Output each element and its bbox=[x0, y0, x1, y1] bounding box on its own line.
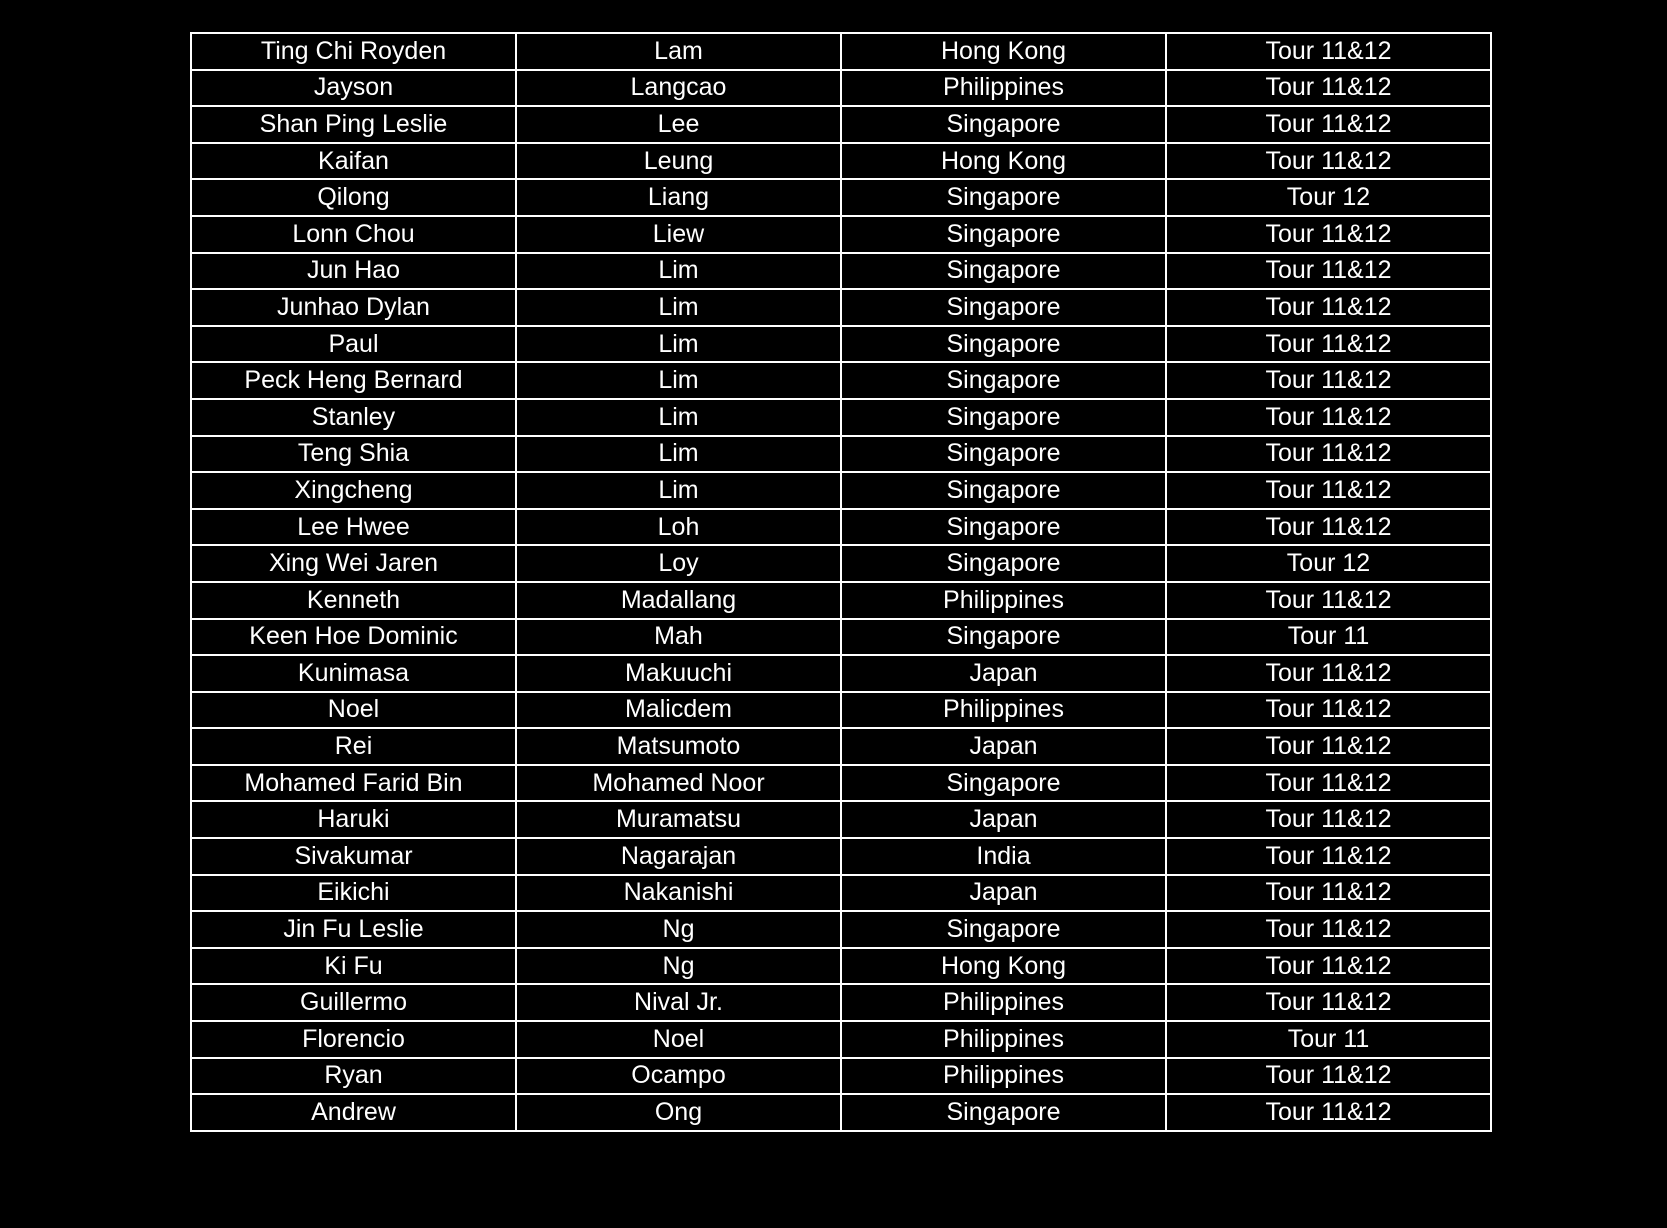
table-row bbox=[191, 801, 1491, 838]
last-name-cell: Nival Jr. bbox=[516, 984, 841, 1021]
first-name-cell: Florencio bbox=[191, 1021, 516, 1058]
table-row bbox=[191, 399, 1491, 436]
first-name-cell: Ting Chi Royden bbox=[191, 33, 516, 70]
table-row bbox=[191, 70, 1491, 107]
country-cell: Philippines bbox=[841, 692, 1166, 729]
first-name-cell: Noel bbox=[191, 692, 516, 729]
table-row bbox=[191, 1058, 1491, 1095]
country-cell: Philippines bbox=[841, 1058, 1166, 1095]
tour-cell: Tour 11&12 bbox=[1166, 399, 1491, 436]
first-name-cell: Haruki bbox=[191, 801, 516, 838]
table-row bbox=[191, 143, 1491, 180]
country-cell: Philippines bbox=[841, 70, 1166, 107]
table-row bbox=[191, 765, 1491, 802]
country-cell: Philippines bbox=[841, 582, 1166, 619]
tour-cell: Tour 11&12 bbox=[1166, 143, 1491, 180]
last-name-cell: Leung bbox=[516, 143, 841, 180]
last-name-cell: Nakanishi bbox=[516, 875, 841, 912]
tour-cell: Tour 11&12 bbox=[1166, 765, 1491, 802]
tour-cell: Tour 11&12 bbox=[1166, 1058, 1491, 1095]
last-name-cell: Ocampo bbox=[516, 1058, 841, 1095]
first-name-cell: Keen Hoe Dominic bbox=[191, 619, 516, 656]
table-row bbox=[191, 289, 1491, 326]
roster-table-body bbox=[191, 33, 1491, 1131]
tour-cell: Tour 11&12 bbox=[1166, 509, 1491, 546]
country-cell: Japan bbox=[841, 875, 1166, 912]
table-row bbox=[191, 728, 1491, 765]
tour-cell: Tour 11&12 bbox=[1166, 326, 1491, 363]
last-name-cell: Nagarajan bbox=[516, 838, 841, 875]
last-name-cell: Noel bbox=[516, 1021, 841, 1058]
tour-cell: Tour 11 bbox=[1166, 619, 1491, 656]
table-row bbox=[191, 253, 1491, 290]
tour-cell: Tour 11 bbox=[1166, 1021, 1491, 1058]
tour-cell: Tour 12 bbox=[1166, 179, 1491, 216]
country-cell: Singapore bbox=[841, 619, 1166, 656]
tour-cell: Tour 11&12 bbox=[1166, 70, 1491, 107]
country-cell: Singapore bbox=[841, 106, 1166, 143]
player-roster-table bbox=[190, 32, 1492, 1132]
first-name-cell: Peck Heng Bernard bbox=[191, 362, 516, 399]
table-row bbox=[191, 984, 1491, 1021]
first-name-cell: Lee Hwee bbox=[191, 509, 516, 546]
last-name-cell: Liang bbox=[516, 179, 841, 216]
table-row bbox=[191, 472, 1491, 509]
country-cell: India bbox=[841, 838, 1166, 875]
country-cell: Hong Kong bbox=[841, 143, 1166, 180]
tour-cell: Tour 11&12 bbox=[1166, 984, 1491, 1021]
tour-cell: Tour 11&12 bbox=[1166, 801, 1491, 838]
first-name-cell: Ryan bbox=[191, 1058, 516, 1095]
first-name-cell: Mohamed Farid Bin bbox=[191, 765, 516, 802]
last-name-cell: Ng bbox=[516, 948, 841, 985]
country-cell: Japan bbox=[841, 655, 1166, 692]
last-name-cell: Lim bbox=[516, 253, 841, 290]
last-name-cell: Lim bbox=[516, 472, 841, 509]
last-name-cell: Makuuchi bbox=[516, 655, 841, 692]
tour-cell: Tour 11&12 bbox=[1166, 106, 1491, 143]
country-cell: Singapore bbox=[841, 289, 1166, 326]
first-name-cell: Kaifan bbox=[191, 143, 516, 180]
table-row bbox=[191, 911, 1491, 948]
last-name-cell: Ong bbox=[516, 1094, 841, 1131]
table-row bbox=[191, 509, 1491, 546]
table-row bbox=[191, 692, 1491, 729]
first-name-cell: Sivakumar bbox=[191, 838, 516, 875]
tour-cell: Tour 11&12 bbox=[1166, 655, 1491, 692]
table-row bbox=[191, 655, 1491, 692]
tour-cell: Tour 11&12 bbox=[1166, 582, 1491, 619]
tour-cell: Tour 11&12 bbox=[1166, 1094, 1491, 1131]
last-name-cell: Loy bbox=[516, 545, 841, 582]
country-cell: Singapore bbox=[841, 436, 1166, 473]
country-cell: Singapore bbox=[841, 765, 1166, 802]
last-name-cell: Langcao bbox=[516, 70, 841, 107]
tour-cell: Tour 11&12 bbox=[1166, 436, 1491, 473]
tour-cell: Tour 11&12 bbox=[1166, 948, 1491, 985]
table-row bbox=[191, 326, 1491, 363]
last-name-cell: Malicdem bbox=[516, 692, 841, 729]
last-name-cell: Loh bbox=[516, 509, 841, 546]
last-name-cell: Madallang bbox=[516, 582, 841, 619]
country-cell: Singapore bbox=[841, 216, 1166, 253]
country-cell: Singapore bbox=[841, 472, 1166, 509]
first-name-cell: Kunimasa bbox=[191, 655, 516, 692]
first-name-cell: Guillermo bbox=[191, 984, 516, 1021]
first-name-cell: Jin Fu Leslie bbox=[191, 911, 516, 948]
country-cell: Singapore bbox=[841, 362, 1166, 399]
table-row bbox=[191, 179, 1491, 216]
first-name-cell: Rei bbox=[191, 728, 516, 765]
country-cell: Hong Kong bbox=[841, 33, 1166, 70]
country-cell: Hong Kong bbox=[841, 948, 1166, 985]
country-cell: Singapore bbox=[841, 509, 1166, 546]
tour-cell: Tour 11&12 bbox=[1166, 253, 1491, 290]
last-name-cell: Lee bbox=[516, 106, 841, 143]
first-name-cell: Andrew bbox=[191, 1094, 516, 1131]
tour-cell: Tour 11&12 bbox=[1166, 216, 1491, 253]
last-name-cell: Lim bbox=[516, 436, 841, 473]
table-row bbox=[191, 582, 1491, 619]
first-name-cell: Lonn Chou bbox=[191, 216, 516, 253]
country-cell: Singapore bbox=[841, 1094, 1166, 1131]
first-name-cell: Xing Wei Jaren bbox=[191, 545, 516, 582]
tour-cell: Tour 11&12 bbox=[1166, 875, 1491, 912]
table-row bbox=[191, 362, 1491, 399]
first-name-cell: Shan Ping Leslie bbox=[191, 106, 516, 143]
first-name-cell: Kenneth bbox=[191, 582, 516, 619]
country-cell: Singapore bbox=[841, 253, 1166, 290]
tour-cell: Tour 11&12 bbox=[1166, 728, 1491, 765]
last-name-cell: Liew bbox=[516, 216, 841, 253]
table-row bbox=[191, 106, 1491, 143]
tour-cell: Tour 11&12 bbox=[1166, 362, 1491, 399]
country-cell: Japan bbox=[841, 728, 1166, 765]
country-cell: Singapore bbox=[841, 179, 1166, 216]
table-row bbox=[191, 875, 1491, 912]
table-row bbox=[191, 948, 1491, 985]
tour-cell: Tour 11&12 bbox=[1166, 472, 1491, 509]
country-cell: Philippines bbox=[841, 984, 1166, 1021]
last-name-cell: Lam bbox=[516, 33, 841, 70]
table-row bbox=[191, 545, 1491, 582]
first-name-cell: Jayson bbox=[191, 70, 516, 107]
first-name-cell: Qilong bbox=[191, 179, 516, 216]
country-cell: Singapore bbox=[841, 399, 1166, 436]
first-name-cell: Junhao Dylan bbox=[191, 289, 516, 326]
table-row bbox=[191, 838, 1491, 875]
first-name-cell: Paul bbox=[191, 326, 516, 363]
last-name-cell: Mah bbox=[516, 619, 841, 656]
tour-cell: Tour 11&12 bbox=[1166, 838, 1491, 875]
last-name-cell: Matsumoto bbox=[516, 728, 841, 765]
first-name-cell: Eikichi bbox=[191, 875, 516, 912]
last-name-cell: Lim bbox=[516, 399, 841, 436]
last-name-cell: Lim bbox=[516, 326, 841, 363]
first-name-cell: Ki Fu bbox=[191, 948, 516, 985]
table-row bbox=[191, 1021, 1491, 1058]
country-cell: Philippines bbox=[841, 1021, 1166, 1058]
tour-cell: Tour 11&12 bbox=[1166, 692, 1491, 729]
last-name-cell: Lim bbox=[516, 362, 841, 399]
country-cell: Singapore bbox=[841, 326, 1166, 363]
last-name-cell: Muramatsu bbox=[516, 801, 841, 838]
tour-cell: Tour 12 bbox=[1166, 545, 1491, 582]
last-name-cell: Mohamed Noor bbox=[516, 765, 841, 802]
country-cell: Singapore bbox=[841, 545, 1166, 582]
tour-cell: Tour 11&12 bbox=[1166, 289, 1491, 326]
first-name-cell: Stanley bbox=[191, 399, 516, 436]
table-row bbox=[191, 619, 1491, 656]
country-cell: Singapore bbox=[841, 911, 1166, 948]
last-name-cell: Ng bbox=[516, 911, 841, 948]
last-name-cell: Lim bbox=[516, 289, 841, 326]
tour-cell: Tour 11&12 bbox=[1166, 911, 1491, 948]
tour-cell: Tour 11&12 bbox=[1166, 33, 1491, 70]
country-cell: Japan bbox=[841, 801, 1166, 838]
first-name-cell: Xingcheng bbox=[191, 472, 516, 509]
table-row bbox=[191, 1094, 1491, 1131]
table-row bbox=[191, 33, 1491, 70]
table-row bbox=[191, 436, 1491, 473]
first-name-cell: Jun Hao bbox=[191, 253, 516, 290]
table-row bbox=[191, 216, 1491, 253]
first-name-cell: Teng Shia bbox=[191, 436, 516, 473]
